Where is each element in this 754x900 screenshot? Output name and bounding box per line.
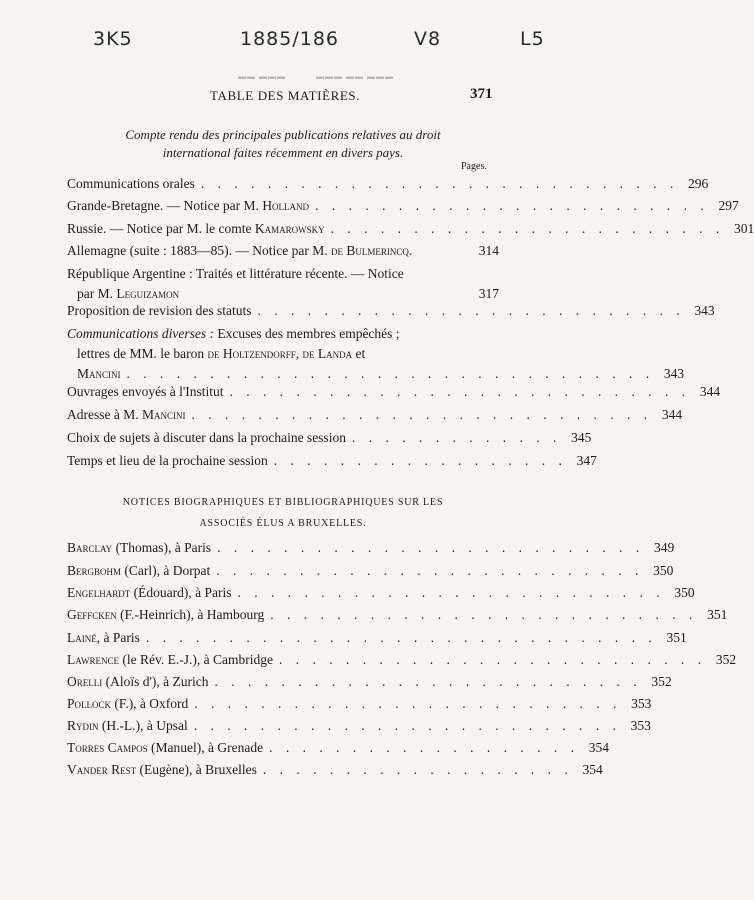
toc-entry — [67, 760, 603, 780]
entry-title: (Carl), à Dorpat — [124, 563, 211, 578]
toc-entry — [67, 174, 709, 194]
toc-entry — [67, 583, 695, 603]
handwritten-annotation-1: 3K5 — [93, 28, 133, 50]
toc-entry — [67, 716, 651, 736]
bleed-through-mark: ▬▬ ▬▬▬ — [238, 72, 286, 81]
pages-column-label: Pages. — [461, 161, 487, 172]
entry-title: Temps et lieu de la prochaine session — [67, 453, 268, 468]
entry-title: Allemagne (suite : 1883—85). — Notice par M. — [67, 243, 328, 258]
entry-page: 349 — [654, 540, 675, 555]
entry-name: Mancini — [141, 407, 186, 422]
entry-name: Pollock — [67, 696, 112, 711]
toc-entry — [67, 451, 597, 471]
dot-leader: . . . . . . . . . . . . . . . . . . . . . . . . . . — [216, 563, 644, 578]
entry-name: Mancini — [77, 366, 121, 381]
entry-name: de Holtzendorff, — [207, 346, 300, 361]
dot-leader: . . . . . . . . . . . . . . . . . . . . . . . . . . . . . . . — [145, 630, 657, 645]
entry-page: 345 — [571, 430, 592, 445]
dot-leader: . . . . . . . . . . . . . . . . . . . . . . . . . . . . — [191, 407, 653, 422]
toc-entry — [67, 196, 739, 216]
handwritten-annotation-3: V8 — [414, 28, 442, 50]
entry-name: Orelli — [67, 674, 103, 689]
entry-title-italic: Communications diverses : — [67, 326, 214, 341]
dot-leader: . . . . . . . . . . . . . . . . . . . . . . . . . . — [214, 674, 642, 689]
entry-page: 347 — [576, 453, 597, 468]
dot-leader: . . . . . . . . . . . . . . . . . . . . . . . . . . . . — [229, 384, 691, 399]
entry-page: 351 — [707, 607, 728, 622]
entry-name: Vander Rest — [67, 762, 137, 777]
entry-title: Ouvrages envoyés à l'Institut — [67, 384, 224, 399]
toc-entry — [67, 301, 715, 321]
entry-title: (Eugène), à Bruxelles — [139, 762, 257, 777]
entry-page: 351 — [666, 630, 687, 645]
entry-title-continued: lettres de MM. le baron — [77, 346, 205, 361]
toc-entry — [67, 561, 674, 581]
toc-entry — [67, 628, 687, 648]
entry-title-continued: par M. — [77, 286, 113, 301]
entry-title: Adresse à M. — [67, 407, 139, 422]
entry-page: 297 — [718, 198, 739, 213]
entry-page: 350 — [674, 585, 695, 600]
toc-entry — [67, 219, 754, 239]
dot-leader: . . . . . . . . . . . . . . . . . . . . . . . . . . — [257, 303, 685, 318]
entry-page: 353 — [631, 696, 652, 711]
entry-title: (le Rév. E.-J.), à Cambridge — [122, 652, 273, 667]
dot-leader: . . . . . . . . . . . . . . . . . . . . . . . . . . . . . . . . — [126, 366, 655, 381]
dot-leader: . . . . . . . . . . . . . . . . . . . . . . . . . . — [193, 718, 621, 733]
toc-entry — [67, 672, 672, 692]
entry-name: Lawrence — [67, 652, 120, 667]
entry-title: Choix de sujets à discuter dans la prochaine session — [67, 430, 346, 445]
dot-leader: . . . . . . . . . . . . . . . . . . . . . . . . — [330, 221, 725, 236]
entry-title: Russie. — Notice par M. le comte — [67, 221, 252, 236]
toc-entry — [67, 605, 728, 625]
entry-title: à Paris — [103, 630, 140, 645]
subtitle-line: international faites récemment en divers pays. — [162, 145, 404, 160]
entry-name: de Bulmerincq. — [330, 243, 413, 258]
section-heading — [66, 492, 500, 534]
running-title: TABLE DES MATIÈRES. — [210, 88, 361, 103]
bleed-through-mark: ▬▬▬ ▬▬ ▬▬▬ — [316, 72, 394, 81]
entry-page: 343 — [663, 366, 685, 381]
toc-entry — [67, 694, 652, 714]
toc-entry — [67, 650, 737, 670]
dot-leader: . . . . . . . . . . . . . — [351, 430, 562, 445]
section-heading-line: NOTICES BIOGRAPHIQUES ET BIBLIOGRAPHIQUES SUR LES — [122, 497, 444, 508]
subtitle-line: Compte rendu des principales publications relatives au droit — [125, 127, 441, 142]
dot-leader: . . . . . . . . . . . . . . . . . . — [273, 453, 567, 468]
entry-title: (Thomas), à Paris — [115, 540, 212, 555]
entry-name: Lainé, — [67, 630, 101, 645]
entry-name: Engelhardt — [67, 585, 131, 600]
dot-leader: . . . . . . . . . . . . . . . . . . . . . . . . . . — [217, 540, 645, 555]
entry-page: 353 — [630, 718, 651, 733]
entry-name: Leguizamon — [116, 286, 180, 301]
handwritten-annotation-2: 1885/186 — [240, 28, 340, 50]
page-number: 371 — [470, 86, 493, 102]
entry-name: Rydin — [67, 718, 99, 733]
entry-title: (Aloïs d'), à Zurich — [105, 674, 209, 689]
entry-name: de Landa — [302, 346, 353, 361]
entry-title: (F.-Heinrich), à Hambourg — [120, 607, 265, 622]
entry-name: Bergbohm — [67, 563, 122, 578]
entry-title: Proposition de revision des statuts — [67, 303, 252, 318]
toc-entry — [67, 538, 675, 558]
entry-page: 354 — [582, 762, 603, 777]
entry-title: Excuses des membres empêchés ; — [217, 326, 400, 341]
entry-page: 343 — [694, 303, 715, 318]
entry-title: (F.), à Oxford — [114, 696, 189, 711]
toc-entry — [67, 738, 609, 758]
dot-leader: . . . . . . . . . . . . . . . . . . . . . . . . — [315, 198, 709, 213]
entry-name: Barclay — [67, 540, 113, 555]
entry-name: Holland — [262, 198, 310, 213]
entry-page: 317 — [478, 286, 499, 301]
entry-name: Kamarowsky — [254, 221, 325, 236]
toc-entry — [67, 264, 499, 304]
handwritten-annotation-4: L5 — [520, 28, 545, 50]
entry-page: 352 — [651, 674, 672, 689]
toc-entry — [67, 405, 683, 425]
dot-leader: . . . . . . . . . . . . . . . . . . . . . . . . . . — [278, 652, 707, 667]
entry-title-continued: et — [355, 346, 366, 361]
entry-title: (H.-L.), à Upsal — [101, 718, 188, 733]
entry-name: Torres Campos — [67, 740, 148, 755]
toc-entry — [67, 428, 592, 448]
section-heading-line: ASSOCIÉS ÉLUS A BRUXELLES. — [199, 518, 367, 529]
entry-title: Communications orales — [67, 176, 195, 191]
dot-leader: . . . . . . . . . . . . . . . . . . . . . . . . . . — [270, 607, 698, 622]
entry-name: Geffcken — [67, 607, 117, 622]
dot-leader: . . . . . . . . . . . . . . . . . . . — [262, 762, 573, 777]
entry-title: Grande-Bretagne. — Notice par M. — [67, 198, 259, 213]
entry-title: République Argentine : Traités et littérature récente. — Notice — [67, 266, 404, 281]
entry-page: 296 — [687, 176, 709, 191]
entry-page: 352 — [715, 652, 737, 667]
entry-page: 344 — [699, 384, 721, 399]
section-subtitle — [66, 126, 500, 162]
entry-page: 350 — [653, 563, 674, 578]
toc-entry — [67, 382, 721, 402]
entry-title: (Édouard), à Paris — [133, 585, 232, 600]
dot-leader: . . . . . . . . . . . . . . . . . . . . . . . . . . — [237, 585, 665, 600]
dot-leader: . . . . . . . . . . . . . . . . . . . . . . . . . . — [194, 696, 622, 711]
toc-entry — [67, 324, 685, 384]
entry-page: 354 — [588, 740, 609, 755]
entry-page: 344 — [661, 407, 683, 422]
dot-leader: . . . . . . . . . . . . . . . . . . . . . . . . . . . . . — [200, 176, 679, 191]
dot-leader: . . . . . . . . . . . . . . . . . . . — [269, 740, 579, 755]
toc-entry — [67, 241, 499, 261]
entry-page: 301 — [733, 221, 754, 236]
entry-page: 314 — [478, 243, 499, 258]
entry-title: (Manuel), à Grenade — [151, 740, 264, 755]
